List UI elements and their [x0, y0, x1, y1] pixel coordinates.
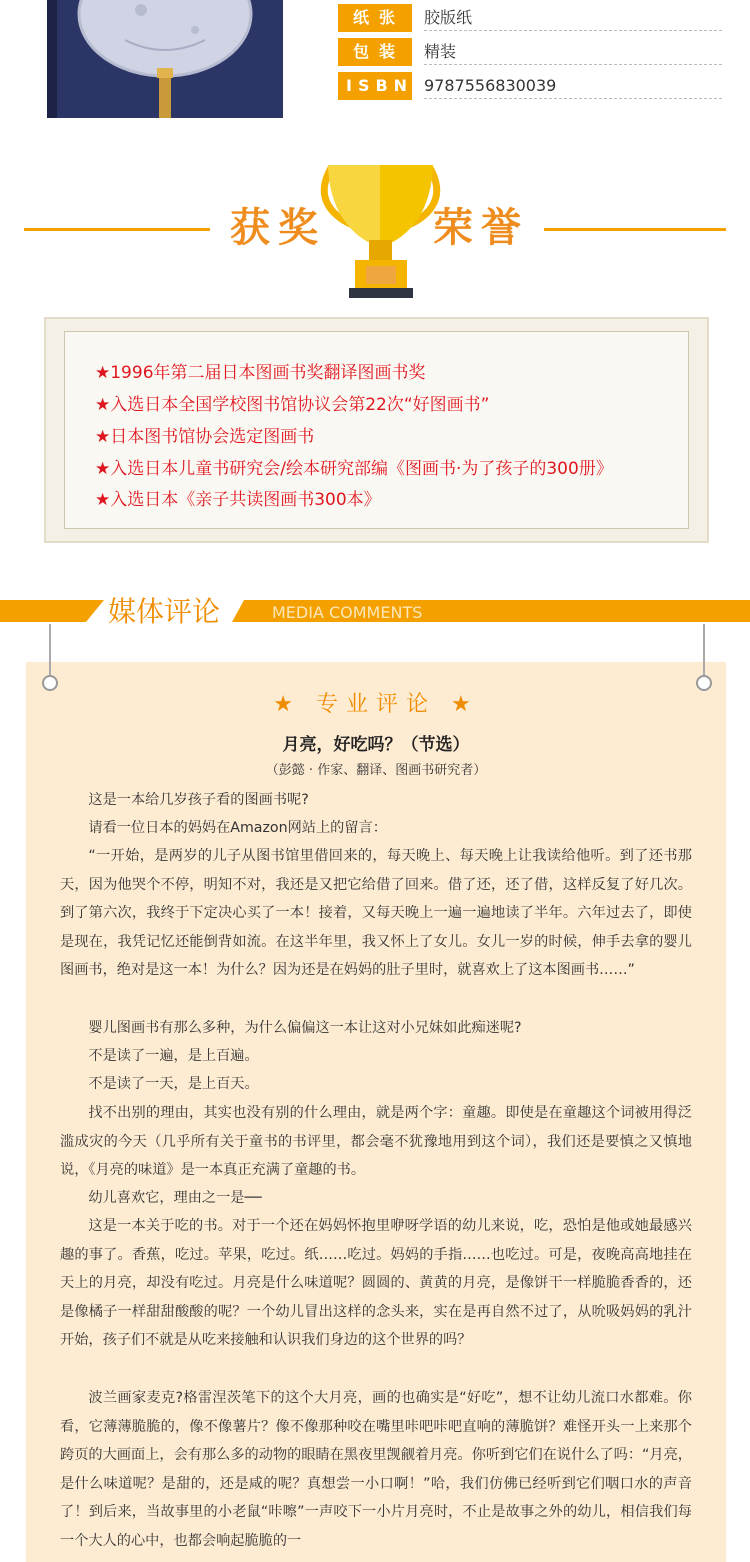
paragraph: 找不出别的理由，其实也没有别的什么理由，就是两个字：童趣。即使是在童趣这个词被用得泛滥成灾的今天（几乎所有关于童书的书评里，都会毫不犹豫地用到这个词），我们还是要慎之又慎地说，《月亮的味道》是一本真正充满了童趣的书。 — [60, 1105, 692, 1179]
paragraph: 幼儿喜欢它，理由之一是── — [88, 1190, 262, 1206]
paragraph: 不是读了一天，是上百天。 — [88, 1076, 259, 1092]
paragraph: 这是一本关于吃的书。对于一个还在妈妈怀抱里咿呀学语的幼儿来说，吃，恐怕是他或她最感兴趣的事了。香蕉，吃过。苹果，吃过。纸……吃过。妈妈的手指……也吃过。可是，夜晚高高地挂在天上的月亮，却没有吃过。月亮是什么味道呢？圆圆的、黄黄的月亮，是像饼干一样脆脆香香的，还是像橘子一样甜甜酸酸的呢？一个幼儿冒出这样的念头来，实在是再自然不过了，从吮吸妈妈的乳汁开始，孩子们不就是从吃来接触和认识我们身边的这个世界的吗？ — [60, 1218, 692, 1349]
info-row-isbn — [338, 72, 722, 102]
article-title: 月亮，好吃吗？（节选） — [282, 735, 470, 755]
card-hanger-right — [703, 624, 705, 676]
divider-line-left — [24, 228, 210, 231]
award-item: ★入选日本全国学校图书馆协议会第22次“好图画书” — [95, 395, 490, 415]
trophy-icon — [313, 160, 448, 302]
award-item: ★入选日本《亲子共读图画书300本》 — [95, 490, 381, 510]
paragraph: 请看一位日本的妈妈在Amazon网站上的留言： — [88, 820, 387, 836]
card-ring-right — [696, 675, 712, 691]
info-label: 纸张 — [338, 4, 412, 32]
info-label: 包装 — [338, 38, 412, 66]
paragraph: 这是一本给几岁孩子看的图画书呢? — [88, 792, 309, 808]
info-row-packaging — [338, 38, 722, 68]
media-comments-title: 媒体评论 — [108, 595, 221, 628]
book-cover-image — [45, 0, 285, 120]
info-row-paper — [338, 4, 722, 34]
review-heading: ★ 专业评论 ★ — [273, 692, 479, 717]
info-value: 胶版纸 — [424, 6, 722, 31]
article-author: （彭懿 · 作家、翻译、图画书研究者） — [265, 763, 487, 778]
paragraph: “一开始，是两岁的儿子从图书馆里借回来的，每天晚上、每天晚上让我读给他听。到了还书那天，因为他哭个不停，明知不对，我还是又把它给借了回来。借了还，还了借，这样反复了好几次。到了第六次，我终于下定决心买了一本！接着，又每天晚上一遍一遍地读了半年。六年过去了，即使是现在，我凭记忆还能倒背如流。在这半年里，我又怀上了女儿。女儿一岁的时候，伸手去拿的婴儿图画书，绝对是这一本！为什么？因为还是在妈妈的肚子里时，就喜欢上了这本图画书……” — [60, 848, 692, 979]
awards-title-right: 荣誉 — [433, 205, 529, 251]
divider-line-right — [544, 228, 726, 231]
card-ring-left — [42, 675, 58, 691]
media-comments-subtitle: MEDIA COMMENTS — [272, 603, 423, 622]
award-item: ★入选日本儿童书研究会/绘本研究部编《图画书·为了孩子的300册》 — [95, 459, 613, 479]
card-hanger-left — [49, 624, 51, 676]
award-item: ★1996年第二届日本图画书奖翻译图画书奖 — [95, 363, 426, 383]
award-item: ★日本图书馆协会选定图画书 — [95, 427, 315, 447]
paragraph: 婴儿图画书有那么多种，为什么偏偏这一本让这对小兄妹如此痴迷呢? — [88, 1020, 522, 1036]
paragraph: 不是读了一遍，是上百遍。 — [88, 1048, 259, 1064]
info-value: 9787556830039 — [424, 74, 722, 99]
paragraph: 波兰画家麦克?格雷涅茨笔下的这个大月亮，画的也确实是“好吃”，想不让幼儿流口水都难。你看，它薄薄脆脆的，像不像薯片？像不像那种咬在嘴里咔吧咔吧直响的薄脆饼？难怪开头一上来那个跨页的大画面上，会有那么多的动物的眼睛在黑夜里觊觎着月亮。你听到它们在说什么了吗：“月亮，是什么味道呢？是甜的，还是咸的呢？真想尝一小口啊！”哈，我们仿佛已经听到它们咽口水的声音了！到后来，当故事里的小老鼠“咔嚓”一声咬下一小片月亮时，不止是故事之外的幼儿，相信我们每一个大人的心中，也都会响起脆脆的一 — [60, 1390, 692, 1549]
review-card — [26, 662, 726, 1562]
info-value: 精装 — [424, 40, 722, 65]
awards-title-left: 获奖 — [230, 205, 326, 251]
info-label: ISBN — [338, 72, 412, 100]
